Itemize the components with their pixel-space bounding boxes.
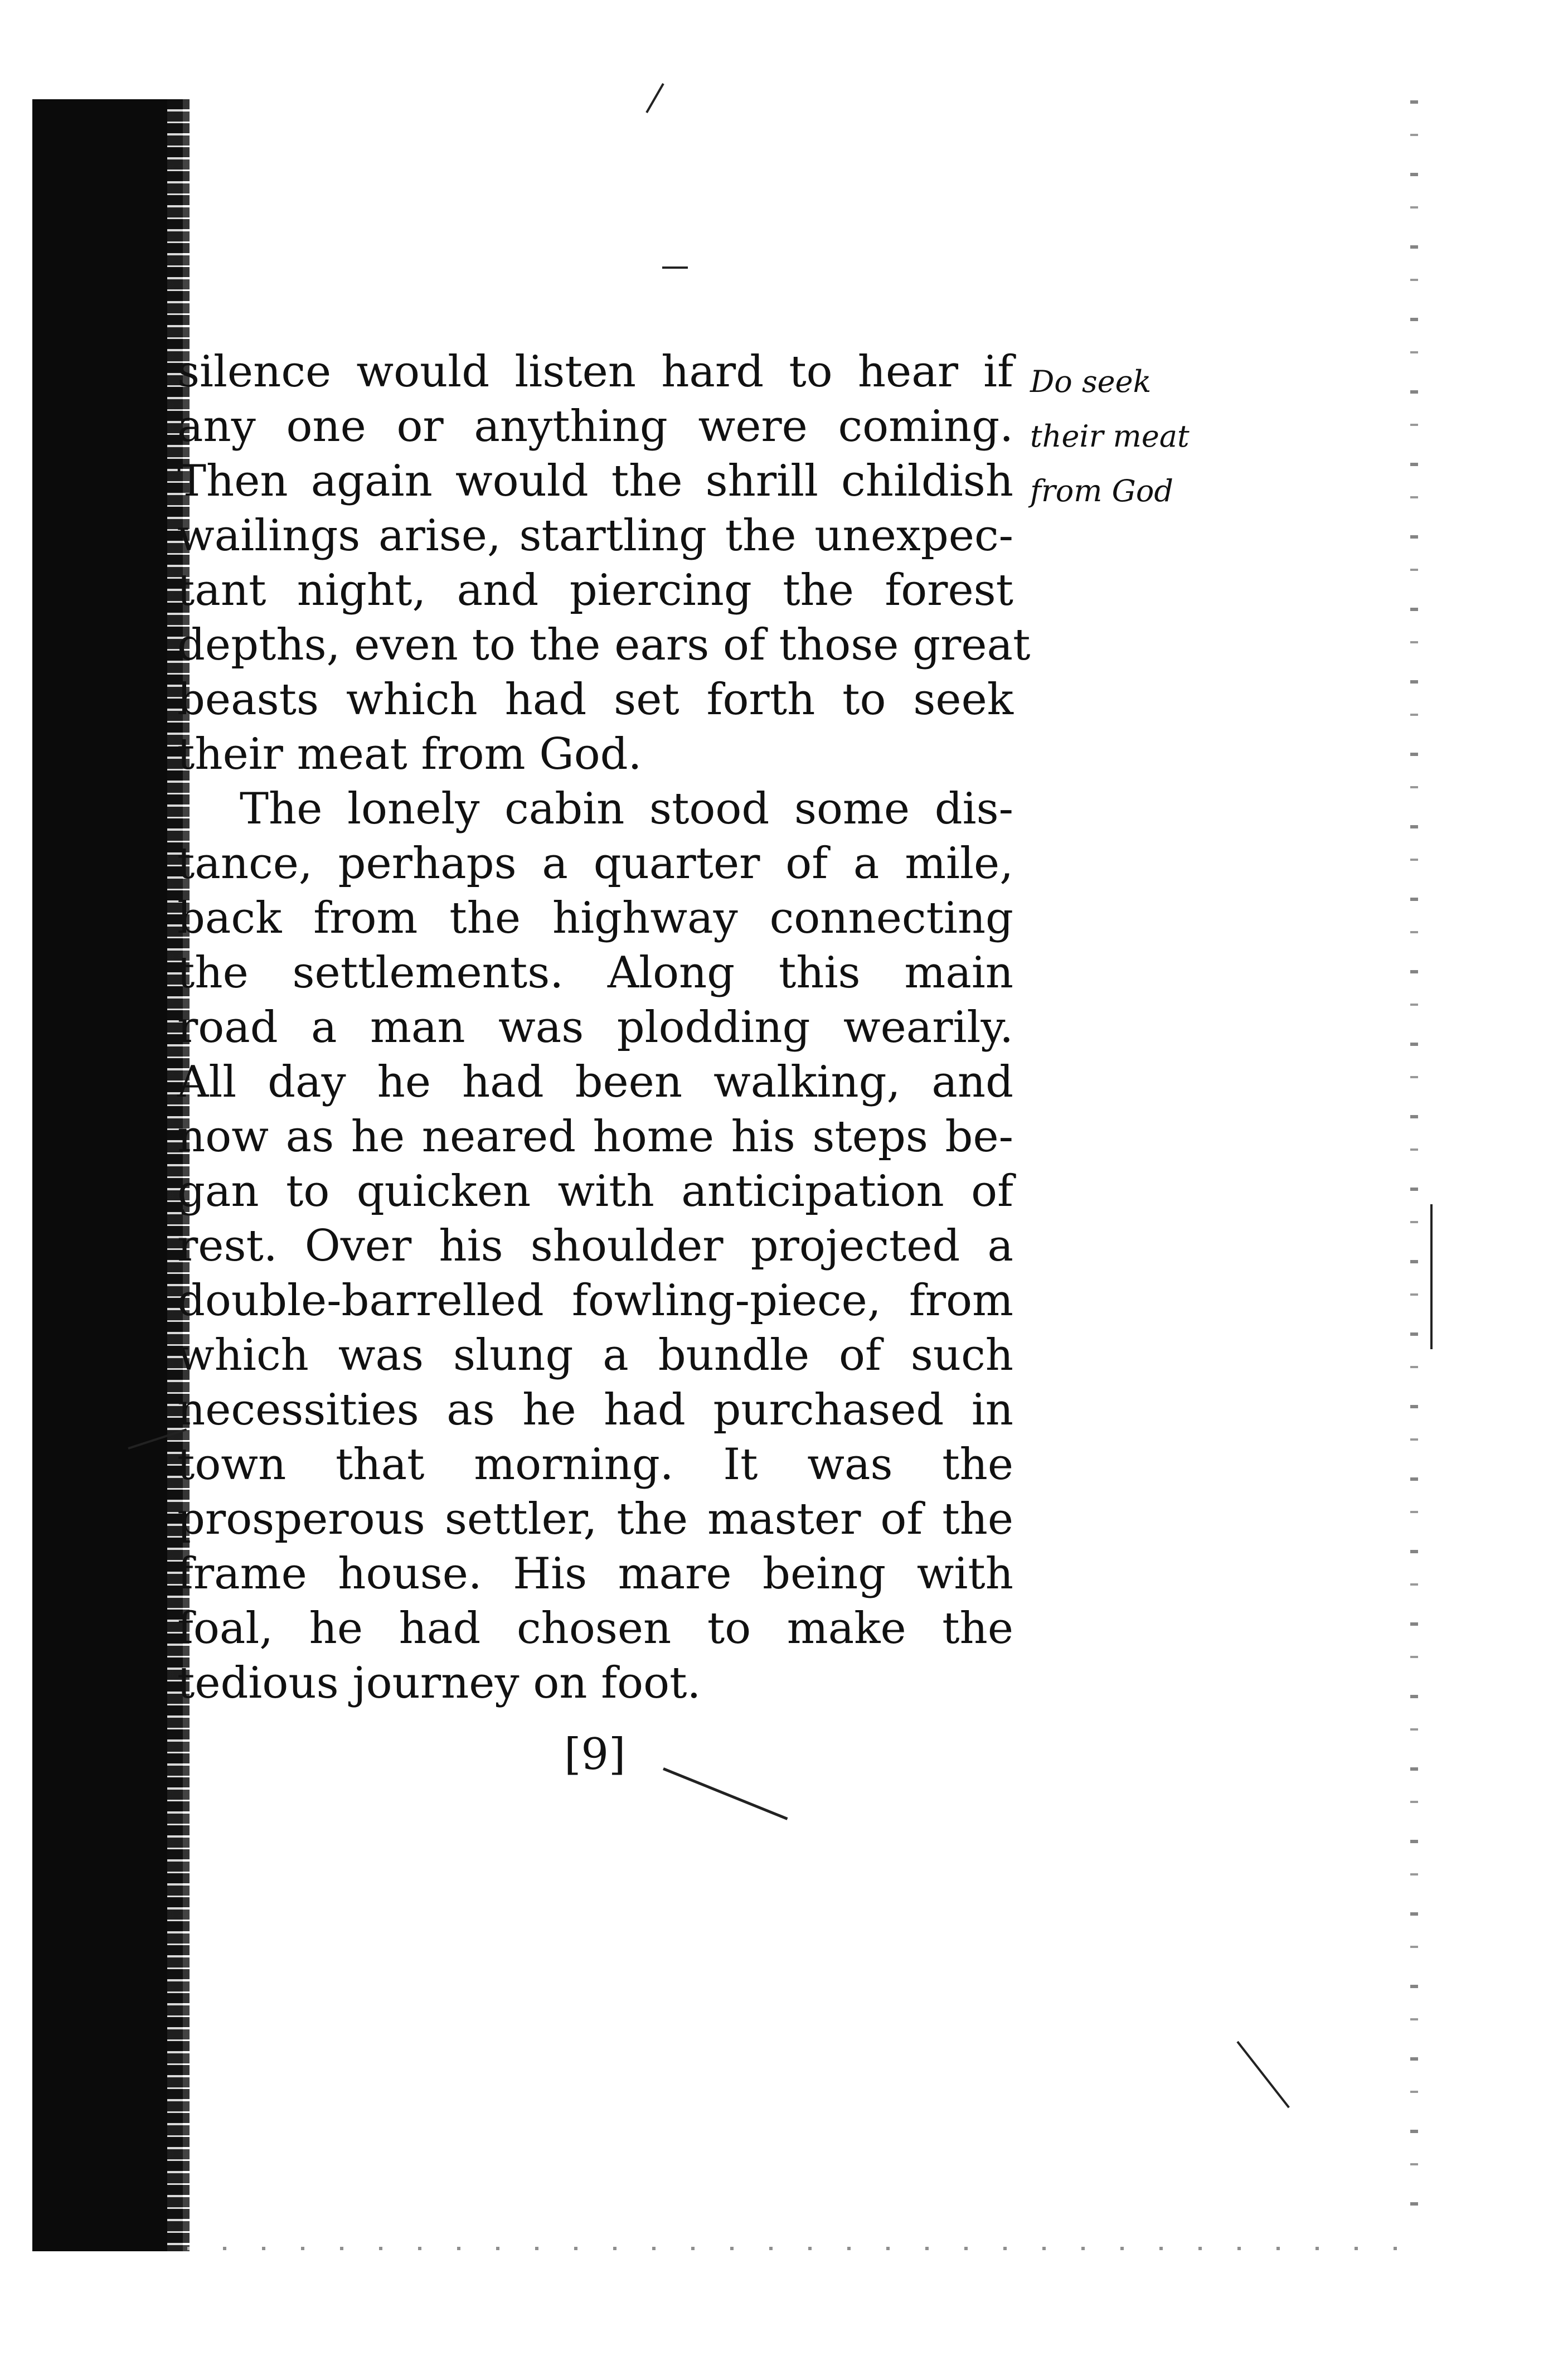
text-line: tedious journey on foot. [177,1658,701,1708]
scratch-mark [1430,1204,1433,1349]
scratch-mark [663,1767,788,1820]
scratch-mark [662,266,688,269]
margin-note-line: from God [1030,473,1173,508]
text-line: The lonely cabin stood some dis- [240,784,1013,834]
book-binding-shadow [32,99,183,2251]
text-line: silence would listen hard to hear if [177,347,1013,397]
text-line: double-barrelled fowling-piece, from [177,1276,1013,1326]
page-number: [9] [564,1729,626,1780]
text-line: the settlements. Along this main [177,948,1013,998]
page-edge-bottom [184,2247,1410,2250]
text-line: depths, even to the ears of those great [177,620,1031,670]
text-line: any one or anything were coming. [177,401,1013,452]
text-line: beasts which had set forth to seek [177,675,1013,725]
text-line: back from the highway connecting [177,893,1013,943]
text-line: necessities as he had purchased in [177,1385,1013,1435]
scratch-mark [1236,2041,1290,2109]
text-line: now as he neared home his steps be- [177,1112,1013,1162]
text-line: rest. Over his shoulder projected a [177,1221,1013,1271]
text-line: foal, he had chosen to make the [177,1603,1013,1654]
margin-note [1030,355,1214,518]
margin-note-line: their meat [1030,419,1190,454]
text-line: All day he had been walking, and [177,1057,1013,1107]
text-line: town that morning. It was the [177,1440,1013,1490]
text-line: Then again would the shrill childish [177,456,1013,506]
text-line: which was slung a bundle of such [177,1330,1013,1380]
text-line: wailings arise, startling the unexpec- [177,511,1013,561]
text-line: tance, perhaps a quarter of a mile, [177,839,1013,889]
page-edge-right [1410,100,1418,2230]
text-line: frame house. His mare being with [177,1549,1013,1599]
text-line: gan to quicken with anticipation of [177,1166,1013,1217]
text-line: road a man was plodding wearily. [177,1002,1013,1053]
margin-note-line: Do seek [1030,364,1152,399]
text-line: tant night, and piercing the forest [177,565,1013,616]
text-line: their meat from God. [177,729,642,779]
text-line: prosperous settler, the master of the [177,1494,1013,1544]
scratch-mark [645,83,664,113]
body-text [177,345,1031,1710]
